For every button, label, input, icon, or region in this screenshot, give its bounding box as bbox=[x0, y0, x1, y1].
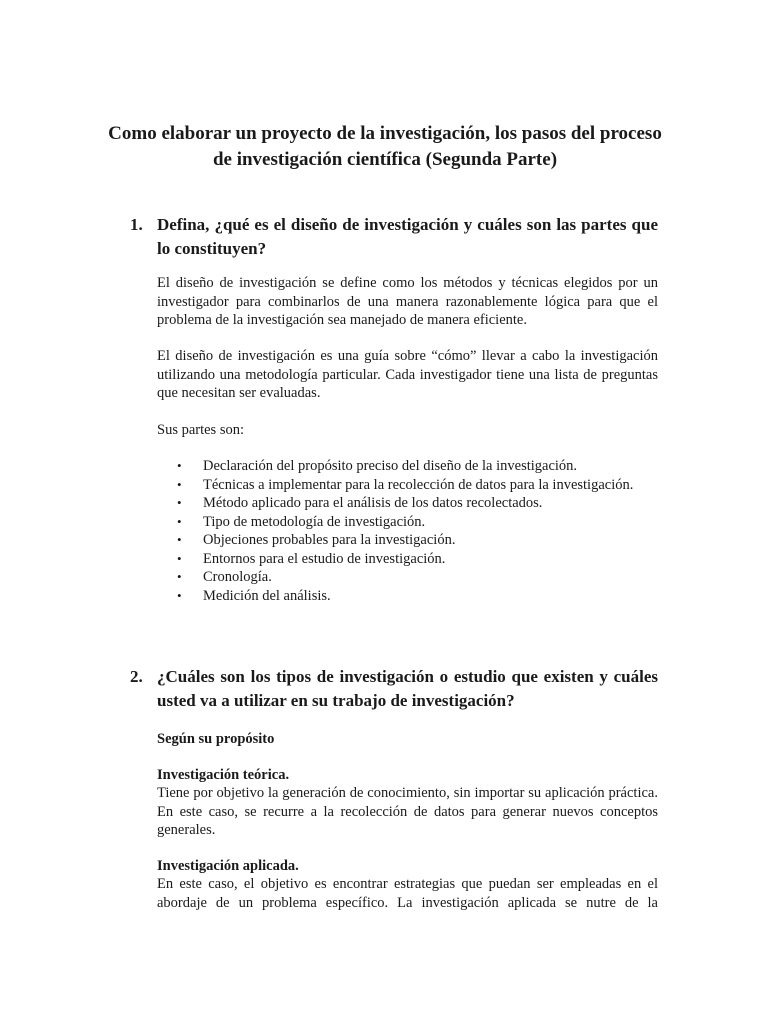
applied-research-heading: Investigación aplicada. bbox=[157, 858, 299, 874]
list-item bbox=[157, 513, 658, 532]
list-item-text: Declaración del propósito preciso del diseño de la investigación. bbox=[203, 458, 578, 474]
list-item bbox=[157, 568, 658, 587]
list-item-text: Método aplicado para el análisis de los datos recolectados. bbox=[203, 495, 543, 511]
section-heading: Según su propósito bbox=[157, 731, 275, 747]
list-item bbox=[157, 476, 658, 495]
theoretical-research-paragraph: Tiene por objetivo la generación de conocimiento, sin importar su aplicación práctica. En este caso, se recurre a la recolección de datos para generar nuevos conceptos generales. bbox=[157, 785, 658, 838]
list-item-text: Objeciones probables para la investigación. bbox=[203, 532, 456, 548]
definition-paragraph: El diseño de investigación se define como los métodos y técnicas elegidos por un investigador para combinarlos de una manera razonablemente lógica para que el problema de la investigación sea manejado de manera eficiente. bbox=[157, 275, 658, 328]
question-1-heading bbox=[130, 213, 658, 261]
list-item bbox=[157, 457, 658, 476]
list-item bbox=[157, 531, 658, 550]
parts-list bbox=[157, 457, 658, 605]
parts-intro: Sus partes son: bbox=[157, 422, 244, 438]
bullet-icon: • bbox=[177, 569, 182, 584]
bullet-icon: • bbox=[177, 587, 182, 603]
question-2-number: 2. bbox=[130, 667, 143, 686]
guide-paragraph: El diseño de investigación es una guía sobre “cómo” llevar a cabo la investigación utilizando una metodología particular. Cada investigador tiene una lista de preguntas que necesitan ser evaluadas. bbox=[157, 348, 658, 401]
theoretical-research-heading: Investigación teórica. bbox=[157, 767, 290, 783]
question-1-text: Defina, ¿qué es el diseño de investigación y cuáles son las partes que lo constituyen? bbox=[157, 215, 658, 258]
document-title: Como elaborar un proyecto de la investigación, los pasos del proceso de investigación científica (Segunda Parte) bbox=[108, 123, 662, 170]
applied-research-paragraph: En este caso, el objetivo es encontrar estrategias que puedan ser empleadas en el abordaje de un problema específico. La investigación aplicada se nutre de la bbox=[157, 876, 658, 911]
list-item bbox=[157, 550, 658, 569]
bullet-icon: • bbox=[177, 513, 182, 529]
bullet-icon: • bbox=[177, 532, 182, 547]
list-item-text: Cronología. bbox=[203, 569, 272, 585]
list-item-text: Entornos para el estudio de investigación. bbox=[203, 550, 446, 567]
question-2-heading bbox=[130, 665, 658, 713]
question-1-number: 1. bbox=[130, 215, 143, 234]
list-item-text: Tipo de metodología de investigación. bbox=[203, 513, 426, 530]
question-2-text: ¿Cuáles son los tipos de investigación o estudio que existen y cuáles usted va a utilizar en su trabajo de investigación? bbox=[157, 667, 658, 710]
bullet-icon: • bbox=[177, 550, 182, 566]
list-item bbox=[157, 587, 658, 606]
bullet-icon: • bbox=[177, 495, 182, 510]
list-item-text: Técnicas a implementar para la recolección de datos para la investigación. bbox=[203, 476, 634, 493]
bullet-icon: • bbox=[177, 476, 182, 492]
bullet-icon: • bbox=[177, 458, 182, 473]
list-item bbox=[157, 494, 658, 513]
list-item-text: Medición del análisis. bbox=[203, 587, 331, 604]
